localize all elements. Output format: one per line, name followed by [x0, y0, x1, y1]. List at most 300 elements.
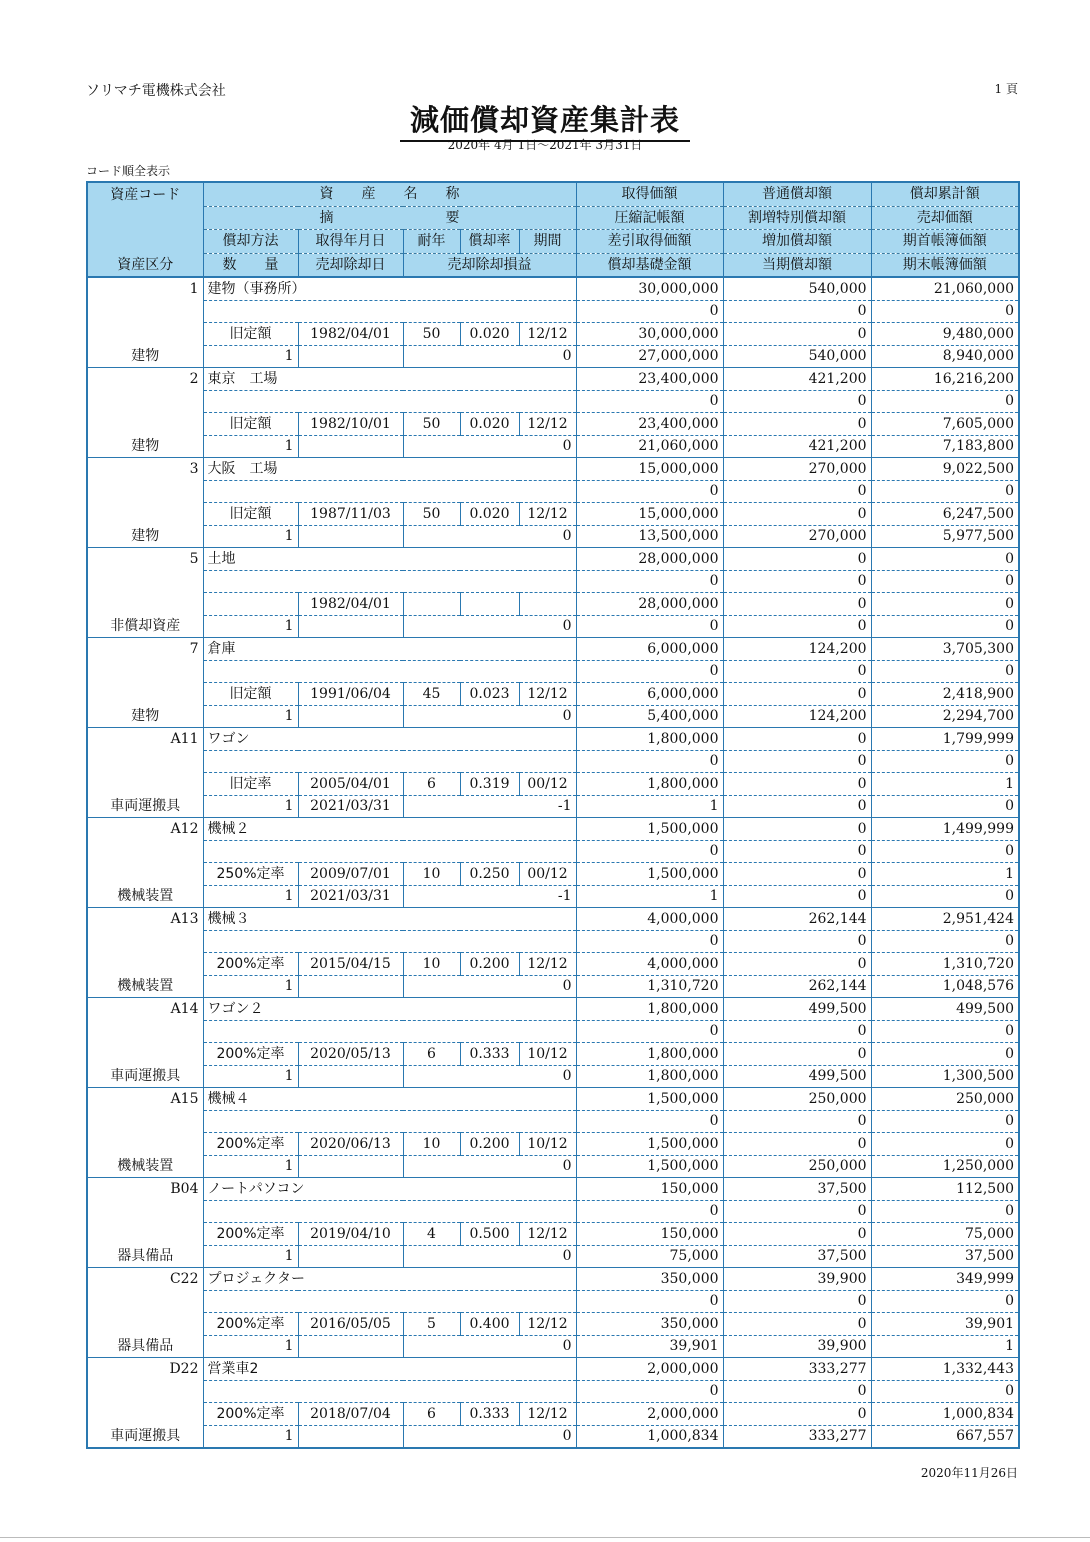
- useful-life: 10: [403, 863, 460, 886]
- acquisition-date: 2005/04/01: [298, 773, 403, 796]
- asset-category: 機械装置: [87, 1155, 203, 1178]
- useful-life: 6: [403, 773, 460, 796]
- col-increased-depreciation: 増加償却額: [723, 230, 871, 254]
- col-net-acquisition: 差引取得価額: [576, 230, 723, 254]
- current-depreciation: 37,500: [723, 1245, 871, 1268]
- asset-row: [87, 300, 1019, 323]
- asset-row: [87, 1245, 1019, 1268]
- depreciation-base: 21,060,000: [576, 435, 723, 458]
- disposal-date: [298, 1425, 403, 1448]
- accumulated-depreciation: 9,022,500: [871, 458, 1019, 481]
- asset-name: 機械４: [203, 1088, 576, 1111]
- disposal-date: 2021/03/31: [298, 795, 403, 818]
- asset-code-blank: [87, 1110, 203, 1133]
- compressed-book: 0: [576, 1290, 723, 1313]
- asset-code-blank: [87, 840, 203, 863]
- closing-book-value: 1,048,576: [871, 975, 1019, 998]
- current-depreciation: 0: [723, 885, 871, 908]
- disposal-gainloss: -1: [403, 795, 576, 818]
- asset-name: ワゴン: [203, 728, 576, 751]
- asset-code-blank: [87, 1380, 203, 1403]
- asset-code-blank: [87, 660, 203, 683]
- asset-row: [87, 638, 1019, 661]
- acquisition-cost: 150,000: [576, 1178, 723, 1201]
- depreciation-period: 12/12: [519, 413, 576, 436]
- asset-row: [87, 390, 1019, 413]
- acquisition-cost: 1,800,000: [576, 728, 723, 751]
- print-date: 2020年11月26日: [920, 1466, 1018, 1480]
- asset-code-blank: [87, 750, 203, 773]
- depreciation-period: 10/12: [519, 1043, 576, 1066]
- disposal-date: [298, 1335, 403, 1358]
- increased-depreciation: 0: [723, 863, 871, 886]
- asset-row: [87, 1178, 1019, 1201]
- accumulated-depreciation: 3,705,300: [871, 638, 1019, 661]
- closing-book-value: 37,500: [871, 1245, 1019, 1268]
- depreciation-method: 250%定率: [203, 863, 298, 886]
- disposal-gainloss: 0: [403, 525, 576, 548]
- asset-code-blank: [87, 683, 203, 706]
- asset-code: A11: [87, 728, 203, 751]
- depreciation-period: 12/12: [519, 1223, 576, 1246]
- asset-row: [87, 1043, 1019, 1066]
- asset-category: 建物: [87, 435, 203, 458]
- sale-price: 0: [871, 1020, 1019, 1043]
- acquisition-cost: 1,500,000: [576, 818, 723, 841]
- depreciation-period: 12/12: [519, 683, 576, 706]
- asset-name: ワゴン２: [203, 998, 576, 1021]
- asset-row: [87, 863, 1019, 886]
- closing-book-value: 5,977,500: [871, 525, 1019, 548]
- closing-book-value: 7,183,800: [871, 435, 1019, 458]
- depreciation-period: 12/12: [519, 1313, 576, 1336]
- sale-price: 0: [871, 1380, 1019, 1403]
- depreciation-rate: 0.200: [460, 953, 519, 976]
- quantity: 1: [203, 525, 298, 548]
- compressed-book: 0: [576, 300, 723, 323]
- asset-code: 3: [87, 458, 203, 481]
- asset-category: 車両運搬具: [87, 795, 203, 818]
- accumulated-depreciation: 499,500: [871, 998, 1019, 1021]
- asset-row: [87, 323, 1019, 346]
- current-depreciation: 499,500: [723, 1065, 871, 1088]
- special-depreciation: 0: [723, 570, 871, 593]
- compressed-book: 0: [576, 1200, 723, 1223]
- accumulated-depreciation: 1,799,999: [871, 728, 1019, 751]
- depreciation-base: 5,400,000: [576, 705, 723, 728]
- asset-name: 倉庫: [203, 638, 576, 661]
- special-depreciation: 0: [723, 660, 871, 683]
- asset-summary-table: [86, 181, 1020, 1449]
- asset-category: 建物: [87, 345, 203, 368]
- asset-code-blank: [87, 1043, 203, 1066]
- col-description: 摘 要: [203, 206, 576, 230]
- col-special-depreciation: 割増特別償却額: [723, 206, 871, 230]
- col-current-depreciation: 当期償却額: [723, 253, 871, 277]
- increased-depreciation: 0: [723, 1043, 871, 1066]
- depreciation-rate: 0.020: [460, 413, 519, 436]
- sort-order-label: コード順全表示: [86, 164, 171, 178]
- depreciation-rate: 0.250: [460, 863, 519, 886]
- current-depreciation: 0: [723, 795, 871, 818]
- asset-code-blank: [87, 413, 203, 436]
- sale-price: 0: [871, 1200, 1019, 1223]
- quantity: 1: [203, 345, 298, 368]
- acquisition-cost: 23,400,000: [576, 368, 723, 391]
- useful-life: 5: [403, 1313, 460, 1336]
- page-number: 1 頁: [994, 82, 1018, 96]
- asset-row: [87, 1155, 1019, 1178]
- special-depreciation: 0: [723, 750, 871, 773]
- asset-row: [87, 1335, 1019, 1358]
- compressed-book: 0: [576, 390, 723, 413]
- depreciation-base: 75,000: [576, 1245, 723, 1268]
- accumulated-depreciation: 1,499,999: [871, 818, 1019, 841]
- acquisition-date: 2018/07/04: [298, 1403, 403, 1426]
- depreciation-base: 0: [576, 615, 723, 638]
- asset-row: [87, 1268, 1019, 1291]
- asset-row: [87, 750, 1019, 773]
- sale-price: 0: [871, 480, 1019, 503]
- opening-book-value: 1: [871, 773, 1019, 796]
- depreciation-rate: 0.400: [460, 1313, 519, 1336]
- useful-life: 50: [403, 413, 460, 436]
- compressed-book: 0: [576, 1110, 723, 1133]
- normal-depreciation: 270,000: [723, 458, 871, 481]
- depreciation-period: 00/12: [519, 863, 576, 886]
- asset-row: [87, 1290, 1019, 1313]
- acquisition-cost: 30,000,000: [576, 277, 723, 300]
- acquisition-date: 2019/04/10: [298, 1223, 403, 1246]
- company-name: ソリマチ電機株式会社: [86, 83, 226, 99]
- asset-code: A13: [87, 908, 203, 931]
- net-acquisition: 6,000,000: [576, 683, 723, 706]
- increased-depreciation: 0: [723, 503, 871, 526]
- disposal-gainloss: 0: [403, 1065, 576, 1088]
- normal-depreciation: 333,277: [723, 1358, 871, 1381]
- asset-code-blank: [87, 300, 203, 323]
- accumulated-depreciation: 1,332,443: [871, 1358, 1019, 1381]
- asset-row: [87, 435, 1019, 458]
- accumulated-depreciation: 112,500: [871, 1178, 1019, 1201]
- depreciation-method: 200%定率: [203, 1223, 298, 1246]
- increased-depreciation: 0: [723, 1313, 871, 1336]
- col-acquisition-cost: 取得価額: [576, 182, 723, 206]
- increased-depreciation: 0: [723, 323, 871, 346]
- quantity: 1: [203, 1425, 298, 1448]
- asset-row: [87, 840, 1019, 863]
- disposal-date: [298, 1065, 403, 1088]
- disposal-date: [298, 435, 403, 458]
- col-depreciation-base: 償却基礎金額: [576, 253, 723, 277]
- depreciation-method: 200%定率: [203, 1403, 298, 1426]
- asset-row: [87, 885, 1019, 908]
- net-acquisition: 28,000,000: [576, 593, 723, 616]
- accumulated-depreciation: 250,000: [871, 1088, 1019, 1111]
- description: [203, 750, 576, 773]
- col-rate: 償却率: [460, 230, 519, 254]
- col-asset-name: 資 産 名 称: [203, 182, 576, 206]
- col-useful-life: 耐年: [403, 230, 460, 254]
- net-acquisition: 350,000: [576, 1313, 723, 1336]
- useful-life: 50: [403, 323, 460, 346]
- accumulated-depreciation: 0: [871, 548, 1019, 571]
- depreciation-method: 200%定率: [203, 953, 298, 976]
- asset-name: 建物（事務所）: [203, 277, 576, 300]
- depreciation-period: 12/12: [519, 503, 576, 526]
- asset-row: [87, 1110, 1019, 1133]
- increased-depreciation: 0: [723, 1223, 871, 1246]
- acquisition-cost: 15,000,000: [576, 458, 723, 481]
- asset-row: [87, 818, 1019, 841]
- table-header: [87, 182, 1019, 277]
- asset-code-blank: [87, 1290, 203, 1313]
- sale-price: 0: [871, 750, 1019, 773]
- asset-category: 非償却資産: [87, 615, 203, 638]
- depreciation-base: 1,310,720: [576, 975, 723, 998]
- asset-row: [87, 908, 1019, 931]
- acquisition-date: 1991/06/04: [298, 683, 403, 706]
- sale-price: 0: [871, 570, 1019, 593]
- asset-name: 機械２: [203, 818, 576, 841]
- disposal-date: [298, 975, 403, 998]
- accumulated-depreciation: 349,999: [871, 1268, 1019, 1291]
- normal-depreciation: 250,000: [723, 1088, 871, 1111]
- asset-category: 機械装置: [87, 885, 203, 908]
- description: [203, 1020, 576, 1043]
- opening-book-value: 39,901: [871, 1313, 1019, 1336]
- quantity: 1: [203, 1245, 298, 1268]
- quantity: 1: [203, 1065, 298, 1088]
- opening-book-value: 0: [871, 593, 1019, 616]
- asset-code-blank: [87, 390, 203, 413]
- asset-code-blank: [87, 503, 203, 526]
- asset-code-blank: [87, 1020, 203, 1043]
- report-title: 減価償却資産集計表: [400, 98, 690, 142]
- description: [203, 1110, 576, 1133]
- acquisition-date: 1982/04/01: [298, 593, 403, 616]
- disposal-date: [298, 1245, 403, 1268]
- asset-row: [87, 593, 1019, 616]
- asset-code: 5: [87, 548, 203, 571]
- net-acquisition: 150,000: [576, 1223, 723, 1246]
- table-body: [87, 277, 1019, 1448]
- acquisition-cost: 1,800,000: [576, 998, 723, 1021]
- col-closing-book-value: 期末帳簿価額: [871, 253, 1019, 277]
- asset-row: [87, 1380, 1019, 1403]
- quantity: 1: [203, 1335, 298, 1358]
- normal-depreciation: 39,900: [723, 1268, 871, 1291]
- compressed-book: 0: [576, 750, 723, 773]
- net-acquisition: 23,400,000: [576, 413, 723, 436]
- disposal-date: [298, 345, 403, 368]
- asset-row: [87, 660, 1019, 683]
- asset-row: [87, 930, 1019, 953]
- depreciation-method: 旧定額: [203, 413, 298, 436]
- depreciation-method: 旧定額: [203, 683, 298, 706]
- asset-row: [87, 345, 1019, 368]
- net-acquisition: 2,000,000: [576, 1403, 723, 1426]
- increased-depreciation: 0: [723, 683, 871, 706]
- depreciation-rate: 0.319: [460, 773, 519, 796]
- disposal-gainloss: 0: [403, 615, 576, 638]
- asset-category: 建物: [87, 525, 203, 548]
- col-blank: [87, 230, 203, 254]
- disposal-date: [298, 525, 403, 548]
- compressed-book: 0: [576, 1020, 723, 1043]
- disposal-gainloss: 0: [403, 1335, 576, 1358]
- closing-book-value: 8,940,000: [871, 345, 1019, 368]
- asset-code-blank: [87, 863, 203, 886]
- increased-depreciation: 0: [723, 953, 871, 976]
- asset-row: [87, 615, 1019, 638]
- col-asset-category: 資産区分: [87, 253, 203, 277]
- asset-name: プロジェクター: [203, 1268, 576, 1291]
- description: [203, 840, 576, 863]
- current-depreciation: 39,900: [723, 1335, 871, 1358]
- increased-depreciation: 0: [723, 413, 871, 436]
- asset-code-blank: [87, 1223, 203, 1246]
- useful-life: 10: [403, 953, 460, 976]
- acquisition-cost: 1,500,000: [576, 1088, 723, 1111]
- asset-row: [87, 1065, 1019, 1088]
- asset-row: [87, 1020, 1019, 1043]
- special-depreciation: 0: [723, 1020, 871, 1043]
- opening-book-value: 1,000,834: [871, 1403, 1019, 1426]
- current-depreciation: 270,000: [723, 525, 871, 548]
- asset-row: [87, 953, 1019, 976]
- col-blank: [87, 206, 203, 230]
- closing-book-value: 0: [871, 885, 1019, 908]
- normal-depreciation: 0: [723, 728, 871, 751]
- special-depreciation: 0: [723, 930, 871, 953]
- depreciation-method: 旧定率: [203, 773, 298, 796]
- opening-book-value: 75,000: [871, 1223, 1019, 1246]
- acquisition-cost: 6,000,000: [576, 638, 723, 661]
- asset-code-blank: [87, 773, 203, 796]
- net-acquisition: 15,000,000: [576, 503, 723, 526]
- acquisition-cost: 4,000,000: [576, 908, 723, 931]
- sale-price: 0: [871, 840, 1019, 863]
- depreciation-period: 10/12: [519, 1133, 576, 1156]
- disposal-gainloss: 0: [403, 975, 576, 998]
- asset-code-blank: [87, 480, 203, 503]
- closing-book-value: 1,300,500: [871, 1065, 1019, 1088]
- special-depreciation: 0: [723, 300, 871, 323]
- report-period: 2020年 4月 1日～2021年 3月31日: [447, 138, 643, 152]
- acquisition-cost: 350,000: [576, 1268, 723, 1291]
- special-depreciation: 0: [723, 1200, 871, 1223]
- special-depreciation: 0: [723, 1110, 871, 1133]
- depreciation-base: 1,500,000: [576, 1155, 723, 1178]
- asset-code-blank: [87, 323, 203, 346]
- normal-depreciation: 0: [723, 548, 871, 571]
- sale-price: 0: [871, 1290, 1019, 1313]
- useful-life: 6: [403, 1043, 460, 1066]
- asset-row: [87, 1088, 1019, 1111]
- disposal-gainloss: 0: [403, 705, 576, 728]
- col-period: 期間: [519, 230, 576, 254]
- depreciation-period: 00/12: [519, 773, 576, 796]
- acquisition-date: 2020/06/13: [298, 1133, 403, 1156]
- acquisition-date: 2015/04/15: [298, 953, 403, 976]
- asset-row: [87, 728, 1019, 751]
- description: [203, 1380, 576, 1403]
- normal-depreciation: 499,500: [723, 998, 871, 1021]
- sale-price: 0: [871, 660, 1019, 683]
- disposal-gainloss: 0: [403, 1155, 576, 1178]
- net-acquisition: 1,800,000: [576, 1043, 723, 1066]
- quantity: 1: [203, 435, 298, 458]
- disposal-date: 2021/03/31: [298, 885, 403, 908]
- disposal-date: [298, 1155, 403, 1178]
- asset-row: [87, 795, 1019, 818]
- net-acquisition: 30,000,000: [576, 323, 723, 346]
- col-sale-price: 売却価額: [871, 206, 1019, 230]
- description: [203, 480, 576, 503]
- compressed-book: 0: [576, 930, 723, 953]
- col-acquisition-date: 取得年月日: [298, 230, 403, 254]
- normal-depreciation: 0: [723, 818, 871, 841]
- depreciation-method: 旧定額: [203, 503, 298, 526]
- closing-book-value: 0: [871, 615, 1019, 638]
- depreciation-period: [519, 593, 576, 616]
- accumulated-depreciation: 21,060,000: [871, 277, 1019, 300]
- disposal-date: [298, 705, 403, 728]
- asset-category: 建物: [87, 705, 203, 728]
- increased-depreciation: 0: [723, 1403, 871, 1426]
- asset-code-blank: [87, 570, 203, 593]
- compressed-book: 0: [576, 660, 723, 683]
- useful-life: 10: [403, 1133, 460, 1156]
- disposal-gainloss: 0: [403, 1245, 576, 1268]
- disposal-date: [298, 615, 403, 638]
- compressed-book: 0: [576, 840, 723, 863]
- depreciation-rate: 0.023: [460, 683, 519, 706]
- asset-row: [87, 1223, 1019, 1246]
- col-normal-depreciation: 普通償却額: [723, 182, 871, 206]
- asset-row: [87, 683, 1019, 706]
- asset-row: [87, 1313, 1019, 1336]
- asset-code: 1: [87, 277, 203, 300]
- useful-life: [403, 593, 460, 616]
- acquisition-date: 1982/10/01: [298, 413, 403, 436]
- asset-code-blank: [87, 593, 203, 616]
- current-depreciation: 250,000: [723, 1155, 871, 1178]
- increased-depreciation: 0: [723, 773, 871, 796]
- asset-row: [87, 413, 1019, 436]
- asset-category: 器具備品: [87, 1335, 203, 1358]
- normal-depreciation: 124,200: [723, 638, 871, 661]
- sale-price: 0: [871, 930, 1019, 953]
- increased-depreciation: 0: [723, 1133, 871, 1156]
- useful-life: 45: [403, 683, 460, 706]
- asset-row: [87, 458, 1019, 481]
- useful-life: 6: [403, 1403, 460, 1426]
- normal-depreciation: 421,200: [723, 368, 871, 391]
- description: [203, 660, 576, 683]
- asset-row: [87, 277, 1019, 300]
- page-bottom-divider: [0, 1537, 1090, 1538]
- asset-category: 車両運搬具: [87, 1425, 203, 1448]
- asset-row: [87, 525, 1019, 548]
- current-depreciation: 421,200: [723, 435, 871, 458]
- asset-row: [87, 480, 1019, 503]
- current-depreciation: 333,277: [723, 1425, 871, 1448]
- asset-code: A14: [87, 998, 203, 1021]
- net-acquisition: 1,500,000: [576, 1133, 723, 1156]
- acquisition-date: 2016/05/05: [298, 1313, 403, 1336]
